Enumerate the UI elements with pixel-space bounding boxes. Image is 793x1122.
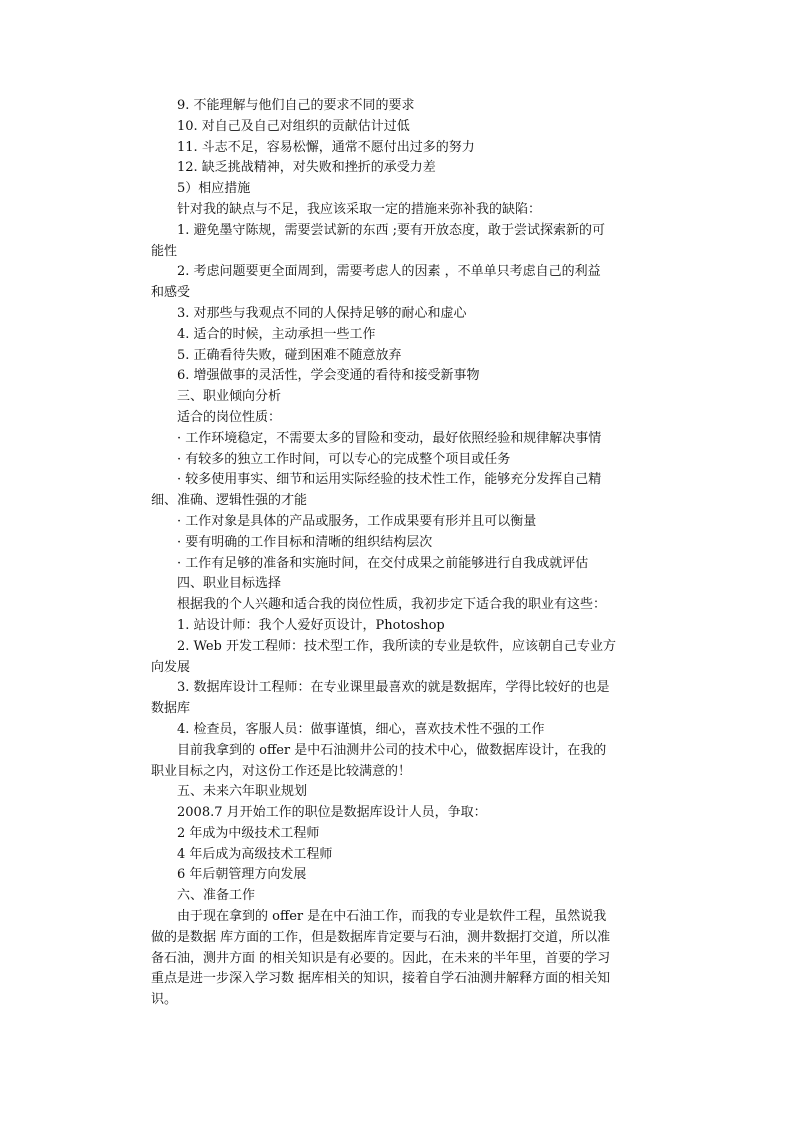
text-line: 2 年成为中级技术工程师	[177, 825, 320, 841]
text-line: 6 年后朝管理方向发展	[177, 867, 307, 883]
text-line: 5）相应措施	[177, 181, 251, 197]
text-line: 4. 检查员，客服人员：做事谨慎，细心，喜欢技术性不强的工作	[177, 721, 545, 737]
text-line: 针对我的缺点与不足，我应该采取一定的措施来弥补我的缺陷：	[177, 201, 542, 217]
text-line: 9. 不能理解与他们自己的要求不同的要求	[177, 98, 415, 113]
text-line: 适合的岗位性质：	[177, 409, 282, 425]
text-line: 六、准备工作	[177, 888, 256, 904]
text-line: 12. 缺乏挑战精神，对失败和挫折的承受力差	[177, 160, 436, 176]
text-line: 10. 对自己及自己对组织的贡献估计过低	[177, 118, 410, 134]
text-line: 和感受	[151, 285, 191, 301]
text-line: 11. 斗志不足，容易松懈，通常不愿付出过多的努力	[177, 139, 475, 155]
text-line: · 工作有足够的准备和实施时间，在交付成果之前能够进行自我成就评估	[177, 555, 589, 571]
text-line: 目前我拿到的 offer 是中石油测井公司的技术中心，做数据库设计，在我的	[177, 742, 607, 758]
text-line: 4. 适合的时候，主动承担一些工作	[177, 326, 376, 342]
text-line: 能性	[151, 243, 178, 259]
text-line: 2. Web 开发工程师：技术型工作，我所读的专业是软件，应该朝自己专业方	[177, 638, 616, 654]
text-line: 重点是进一步深入学习数 据库相关的知识，接着自学石油测井解释方面的相关知	[151, 971, 611, 987]
text-line: · 要有明确的工作目标和清晰的组织结构层次	[177, 534, 433, 550]
text-line: 三、职业倾向分析	[177, 389, 282, 405]
text-line: · 较多使用事实、细节和运用实际经验的技术性工作，能够充分发挥自己精	[177, 472, 602, 488]
text-line: 由于现在拿到的 offer 是在中石油工作，而我的专业是软件工程，虽然说我	[177, 909, 607, 925]
text-line: · 工作对象是具体的产品或服务，工作成果要有形并且可以衡量	[177, 513, 537, 529]
text-line: 2. 考虑问题要更全面周到，需要考虑人的因素 ，不单单只考虑自己的利益	[177, 264, 601, 280]
text-line: 根据我的个人兴趣和适合我的岗位性质，我初步定下适合我的职业有这些：	[177, 597, 607, 613]
text-line: 4 年后成为高级技术工程师	[177, 846, 333, 862]
text-line: 3. 对那些与我观点不同的人保持足够的耐心和虚心	[177, 305, 467, 321]
text-line: 5. 正确看待失败，碰到困难不随意放弃	[177, 347, 402, 363]
text-line: 2008.7 月开始工作的职位是数据库设计人员，争取：	[177, 805, 487, 821]
text-line: 职业目标之内，对这份工作还是比较满意的！	[151, 763, 412, 779]
text-line: 四、职业目标选择	[177, 576, 282, 592]
text-line: 1. 避免墨守陈规，需要尝试新的东西 ;要有开放态度，敢于尝试探索新的可	[177, 222, 606, 238]
text-line: 数据库	[151, 701, 191, 717]
text-line: 6. 增强做事的灵活性，学会变通的看待和接受新事物	[177, 368, 480, 384]
text-line: 1. 站设计师：我个人爱好页设计，Photoshop	[177, 617, 445, 633]
text-line: 识。	[151, 992, 178, 1008]
text-line: 向发展	[151, 659, 191, 675]
text-line: · 工作环境稳定，不需要太多的冒险和变动，最好依照经验和规律解决事情	[177, 430, 602, 446]
text-line: 3. 数据库设计工程师：在专业课里最喜欢的就是数据库，学得比较好的也是	[177, 680, 610, 696]
text-line: 备石油，测井方面 的相关知识是有必要的。因此，在未来的半年里，首要的学习	[151, 950, 611, 966]
text-line: 做的是数据 库方面的工作，但是数据库肯定要与石油，测井数据打交道，所以准	[151, 929, 611, 945]
document-body	[151, 96, 647, 1011]
text-line: 五、未来六年职业规划	[177, 784, 308, 800]
text-line: · 有较多的独立工作时间，可以专心的完成整个项目或任务	[177, 451, 511, 467]
text-line: 细、准确、逻辑性强的才能	[151, 493, 308, 509]
